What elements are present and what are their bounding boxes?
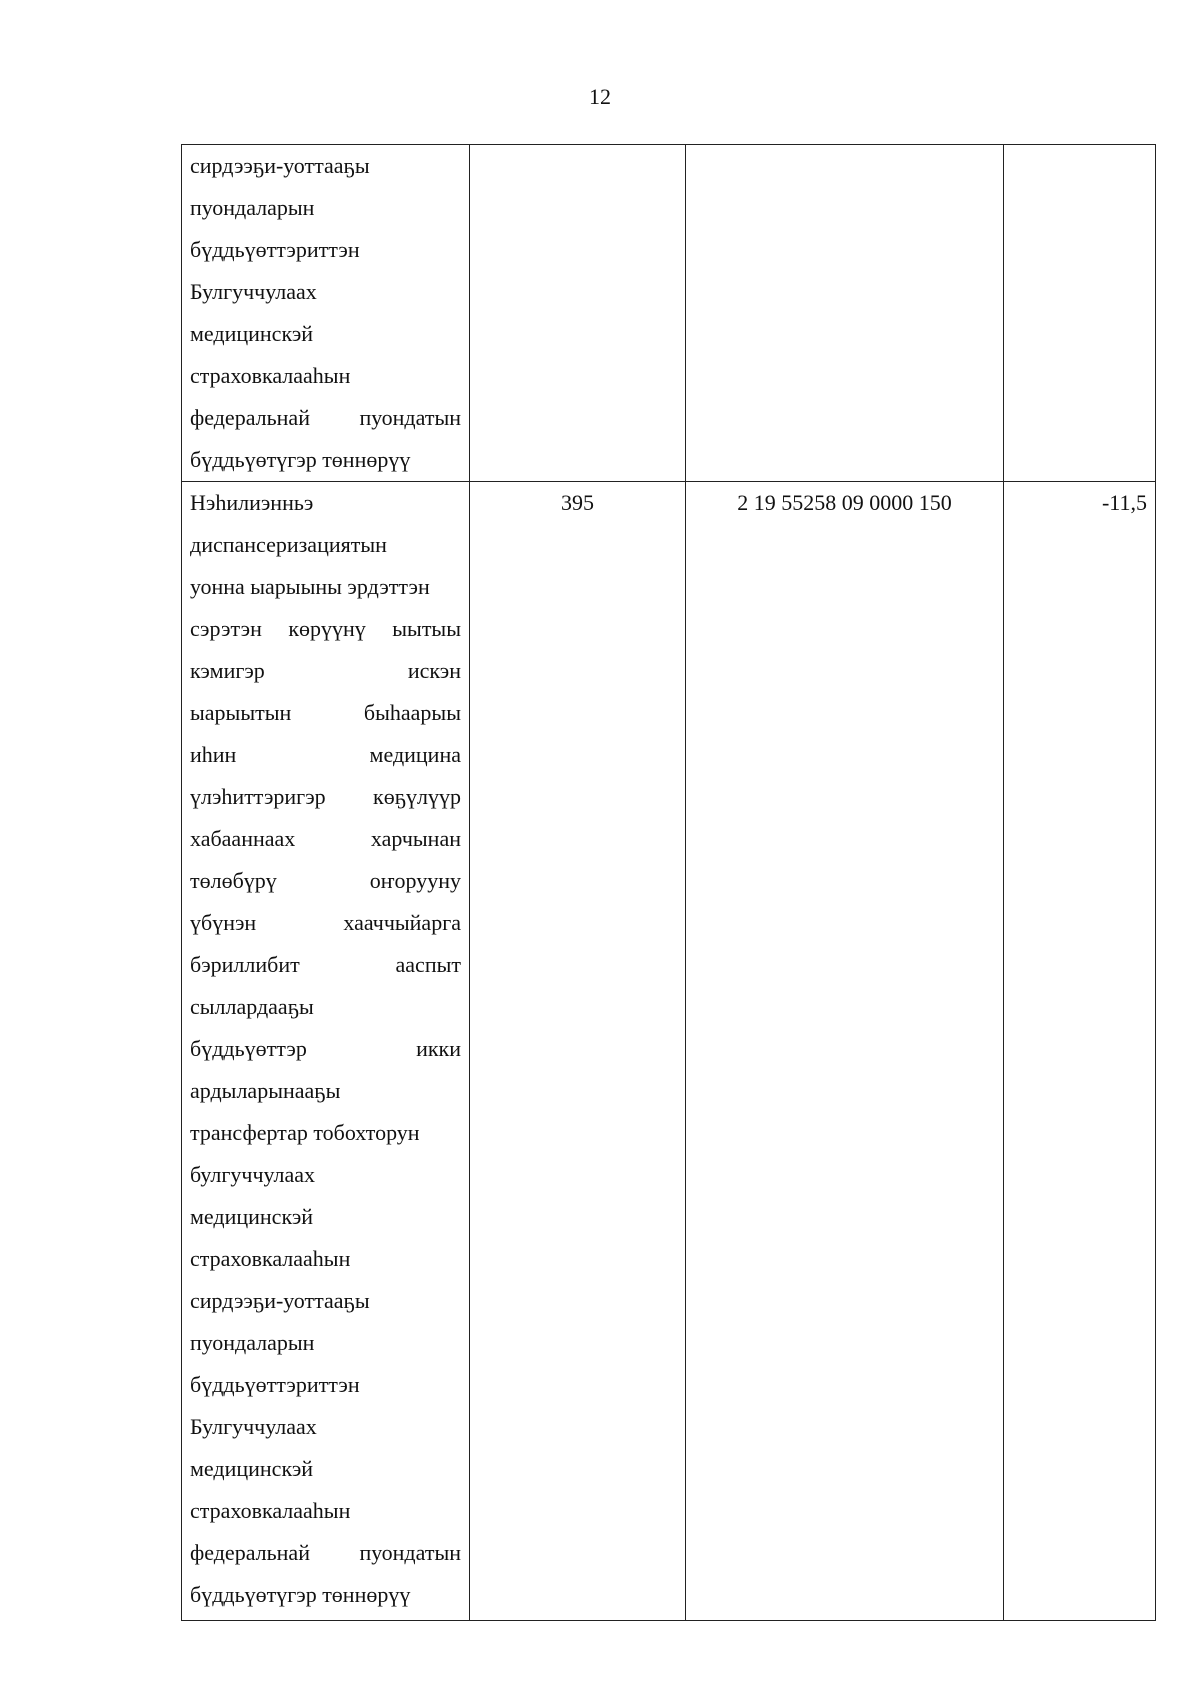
description-line: сирдээҕи-уоттааҕы bbox=[190, 1288, 370, 1313]
description-line: федеральнай пуондатын bbox=[190, 1540, 461, 1565]
description-line: ардыларынааҕы bbox=[190, 1078, 341, 1103]
description-line: бүддьүөттэриттэн bbox=[190, 1372, 360, 1397]
description-line: төлөбүрү оҥорууну bbox=[190, 868, 461, 893]
amount-cell: -11,5 bbox=[1004, 482, 1156, 1621]
description-line: хабааннаах харчынан bbox=[190, 826, 461, 851]
amount-cell bbox=[1004, 145, 1156, 482]
description-line: медицинскэй bbox=[190, 1204, 314, 1229]
description-line: бүддьүөттэриттэн bbox=[190, 237, 360, 262]
description-line: сирдээҕи-уоттааҕы bbox=[190, 153, 370, 178]
description-line: иһин медицина bbox=[190, 742, 461, 767]
description-line: трансфертар тобохторун bbox=[190, 1120, 420, 1145]
admin-code-cell: 395 bbox=[470, 482, 686, 1621]
description-line: булгуччулаах bbox=[190, 1162, 316, 1187]
description-line: медицинскэй bbox=[190, 1456, 314, 1481]
table-row bbox=[182, 145, 1156, 482]
description-line: бүддьүөтүгэр төннөрүү bbox=[190, 447, 411, 472]
description-line: федеральнай пуондатын bbox=[190, 405, 461, 430]
description-line: пуондаларын bbox=[190, 195, 315, 220]
description-line: страховкалааһын bbox=[190, 1498, 351, 1523]
description-line: бэриллибит ааспыт bbox=[190, 952, 461, 977]
description-line: ыарыытын быһаарыы bbox=[190, 700, 461, 725]
description-line: Нэһилиэнньэ bbox=[190, 490, 314, 515]
description-line: Булгуччулаах bbox=[190, 1414, 317, 1439]
budget-code-cell bbox=[686, 145, 1004, 482]
description-line: пуондаларын bbox=[190, 1330, 315, 1355]
table-row bbox=[182, 482, 1156, 1621]
description-line: бүддьүөттэр икки bbox=[190, 1036, 461, 1061]
description-line: үбүнэн хааччыйарга bbox=[190, 910, 461, 935]
description-line: страховкалааһын bbox=[190, 1246, 351, 1271]
description-line: үлэһиттэригэр көҕүлүүр bbox=[190, 784, 461, 809]
description-line: бүддьүөтүгэр төннөрүү bbox=[190, 1582, 411, 1607]
page-number: 12 bbox=[589, 84, 611, 109]
description-line: уонна ыарыыны эрдэттэн bbox=[190, 574, 430, 599]
description-line: сыллардааҕы bbox=[190, 994, 314, 1019]
description-line: диспансеризациятын bbox=[190, 532, 387, 557]
budget-table bbox=[181, 144, 1156, 1621]
budget-code-cell: 2 19 55258 09 0000 150 bbox=[686, 482, 1004, 1621]
description-line: Булгуччулаах bbox=[190, 279, 317, 304]
description-line: кэмигэр искэн bbox=[190, 658, 461, 683]
description-line: медицинскэй bbox=[190, 321, 314, 346]
admin-code-cell bbox=[470, 145, 686, 482]
description-cell bbox=[182, 145, 470, 482]
description-line: страховкалааһын bbox=[190, 363, 351, 388]
description-line: сэрэтэн көрүүнү ыытыы bbox=[190, 616, 461, 641]
description-cell bbox=[182, 482, 470, 1621]
